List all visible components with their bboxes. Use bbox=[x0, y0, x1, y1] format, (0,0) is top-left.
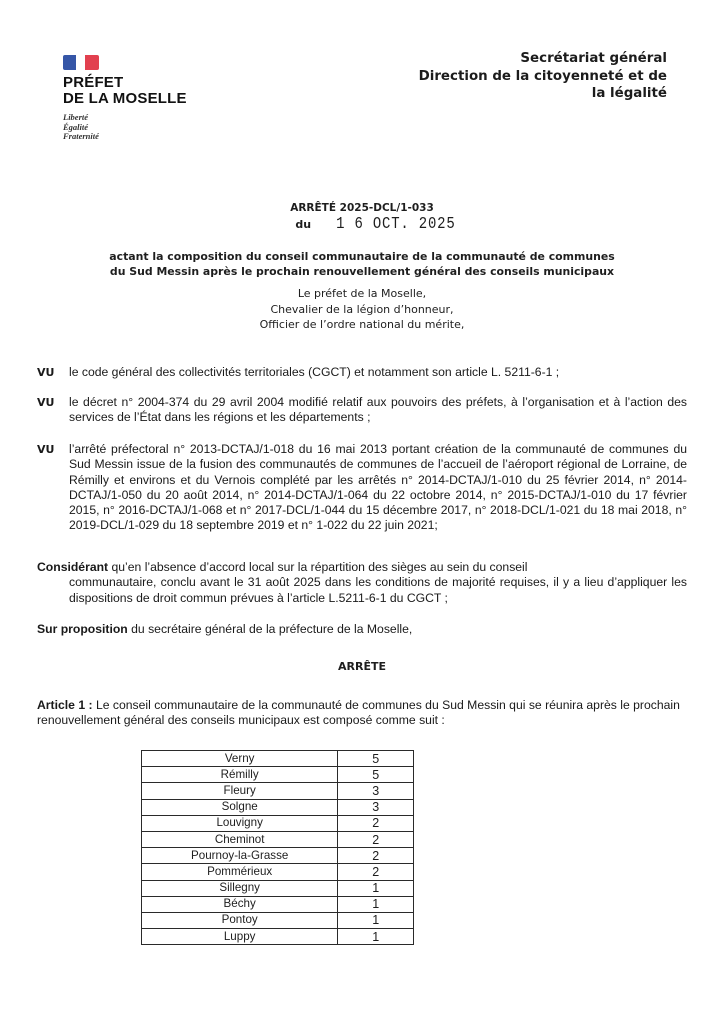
motto-liberte: Liberté bbox=[63, 112, 89, 122]
commune-cell: Louvigny bbox=[142, 815, 338, 831]
prefecture-logo bbox=[63, 55, 187, 142]
considerant-block bbox=[37, 560, 687, 606]
visa-item bbox=[37, 395, 687, 426]
decree-header bbox=[0, 202, 724, 234]
article-1-text: Le conseil communautaire de la communauté de communes du Sud Messin qui se réunira après le prochain renouvellement général des conseils municipaux est composé comme suit : bbox=[37, 698, 680, 728]
considerant-text-rest: communautaire, conclu avant le 31 août 2025 dans les conditions de majorité requises, il y a lieu d’appliquer les dispositions de droit commun prévues à l’article L.5211-6-1 du CGCT ; bbox=[69, 575, 687, 605]
proposition-text: du secrétaire général de la préfecture de la Moselle, bbox=[131, 622, 413, 636]
commune-cell: Pommérieux bbox=[142, 864, 338, 880]
commune-cell: Luppy bbox=[142, 929, 338, 945]
table-row bbox=[142, 912, 414, 928]
seats-cell: 5 bbox=[338, 751, 414, 767]
authority-block bbox=[0, 286, 724, 333]
commune-cell: Béchy bbox=[142, 896, 338, 912]
commune-cell: Rémilly bbox=[142, 767, 338, 783]
visa-text: le décret n° 2004-374 du 29 avril 2004 modifié relatif aux pouvoirs des préfets, à l’organisation et à l’action des services de l’État dans les régions et les départements ; bbox=[69, 395, 687, 425]
decree-date-stamp: 1 6 OCT. 2025 bbox=[336, 215, 456, 234]
table-row bbox=[142, 783, 414, 799]
decree-number: ARRÊTÉ 2025-DCL/1-033 bbox=[290, 202, 434, 214]
commune-cell: Solgne bbox=[142, 799, 338, 815]
article-1 bbox=[37, 698, 687, 729]
seats-cell: 2 bbox=[338, 815, 414, 831]
visa-label: VU bbox=[37, 366, 55, 379]
service-line2: Direction de la citoyenneté et de bbox=[418, 68, 667, 84]
republic-motto bbox=[63, 113, 187, 142]
table-row bbox=[142, 767, 414, 783]
seats-cell: 2 bbox=[338, 864, 414, 880]
seats-cell: 1 bbox=[338, 929, 414, 945]
table-row bbox=[142, 929, 414, 945]
motto-egalite: Égalité bbox=[63, 121, 89, 132]
visa-label: VU bbox=[37, 396, 55, 409]
marianne-flag-icon bbox=[63, 55, 99, 70]
proposition-label: Sur proposition bbox=[37, 622, 128, 636]
seats-cell: 1 bbox=[338, 880, 414, 896]
table-row bbox=[142, 815, 414, 831]
authority-line2: Chevalier de la légion d’honneur, bbox=[270, 302, 454, 316]
considerant-paragraph bbox=[37, 560, 687, 606]
decree-object-line1: actant la composition du conseil communautaire de la communauté de communes bbox=[109, 250, 615, 263]
visa-label: VU bbox=[37, 443, 55, 456]
table-row bbox=[142, 831, 414, 847]
commune-cell: Sillegny bbox=[142, 880, 338, 896]
considerant-text-first: qu’en l’absence d’accord local sur la répartition des sièges au sein du conseil bbox=[111, 560, 528, 574]
seats-cell: 2 bbox=[338, 831, 414, 847]
decree-date-row bbox=[0, 215, 724, 234]
table-row bbox=[142, 880, 414, 896]
service-line1: Secrétariat général bbox=[520, 51, 667, 66]
considerant-label: Considérant bbox=[37, 560, 109, 574]
seats-cell: 1 bbox=[338, 912, 414, 928]
commune-cell: Fleury bbox=[142, 783, 338, 799]
seats-cell: 5 bbox=[338, 767, 414, 783]
arrete-title: ARRÊTE bbox=[338, 660, 386, 673]
article-1-label: Article 1 : bbox=[37, 698, 93, 712]
logo-title-line1: PRÉFET bbox=[63, 74, 124, 91]
visa-item bbox=[37, 365, 687, 380]
seats-cell: 2 bbox=[338, 848, 414, 864]
composition-table bbox=[141, 750, 414, 945]
visa-text: le code général des collectivités territoriales (CGCT) et notamment son article L. 5211-6-1 ; bbox=[69, 365, 560, 379]
decree-du: du bbox=[295, 218, 312, 231]
proposition-block bbox=[37, 622, 687, 637]
table-row bbox=[142, 848, 414, 864]
commune-cell: Cheminot bbox=[142, 831, 338, 847]
seats-cell: 3 bbox=[338, 783, 414, 799]
visa-text: l’arrêté préfectoral n° 2013-DCTAJ/1-018 du 16 mai 2013 portant création de la communauté de communes du Sud Messin issue de la fusion des communautés de communes de l’accueil de l’aéroport régional de Lorraine, de Rémilly et environs et du Vernois complété par les arrêtés n° 2014-DCTAJ/1-010 du 25 février 2014, n° 2014-DCTAJ/1-050 du 20 août 2014, n° 2014-DCTAJ/1-064 du 22 octobre 2014, n° 2015-DCTAJ/1-010 du 17 février 2015, n° 2016-DCTAJ/1-068 et n° 2017-DCL/1-044 du 15 décembre 2017, n° 2018-DCL/1-021 du 18 mai 2018, n° 2019-DCL/1-029 du 18 septembre 2019 et n° 1-022 du 22 juin 2021; bbox=[69, 442, 687, 533]
authority-line1: Le préfet de la Moselle, bbox=[297, 287, 427, 300]
table-row bbox=[142, 896, 414, 912]
commune-cell: Pontoy bbox=[142, 912, 338, 928]
commune-cell: Verny bbox=[142, 751, 338, 767]
motto-fraternite: Fraternité bbox=[63, 131, 99, 141]
commune-cell: Pournoy-la-Grasse bbox=[142, 848, 338, 864]
decree-object-line2: du Sud Messin après le prochain renouvellement général des conseils municipaux bbox=[109, 265, 615, 278]
seats-cell: 1 bbox=[338, 896, 414, 912]
service-line3: la légalité bbox=[591, 86, 667, 101]
authority-line3: Officier de l’ordre national du mérite, bbox=[259, 318, 465, 331]
issuing-service bbox=[419, 50, 667, 103]
table-row bbox=[142, 864, 414, 880]
table-row bbox=[142, 751, 414, 767]
decree-object bbox=[0, 249, 724, 279]
table-row bbox=[142, 799, 414, 815]
logo-title-line2: DE LA MOSELLE bbox=[63, 90, 187, 107]
visa-item bbox=[37, 442, 687, 534]
seats-cell: 3 bbox=[338, 799, 414, 815]
